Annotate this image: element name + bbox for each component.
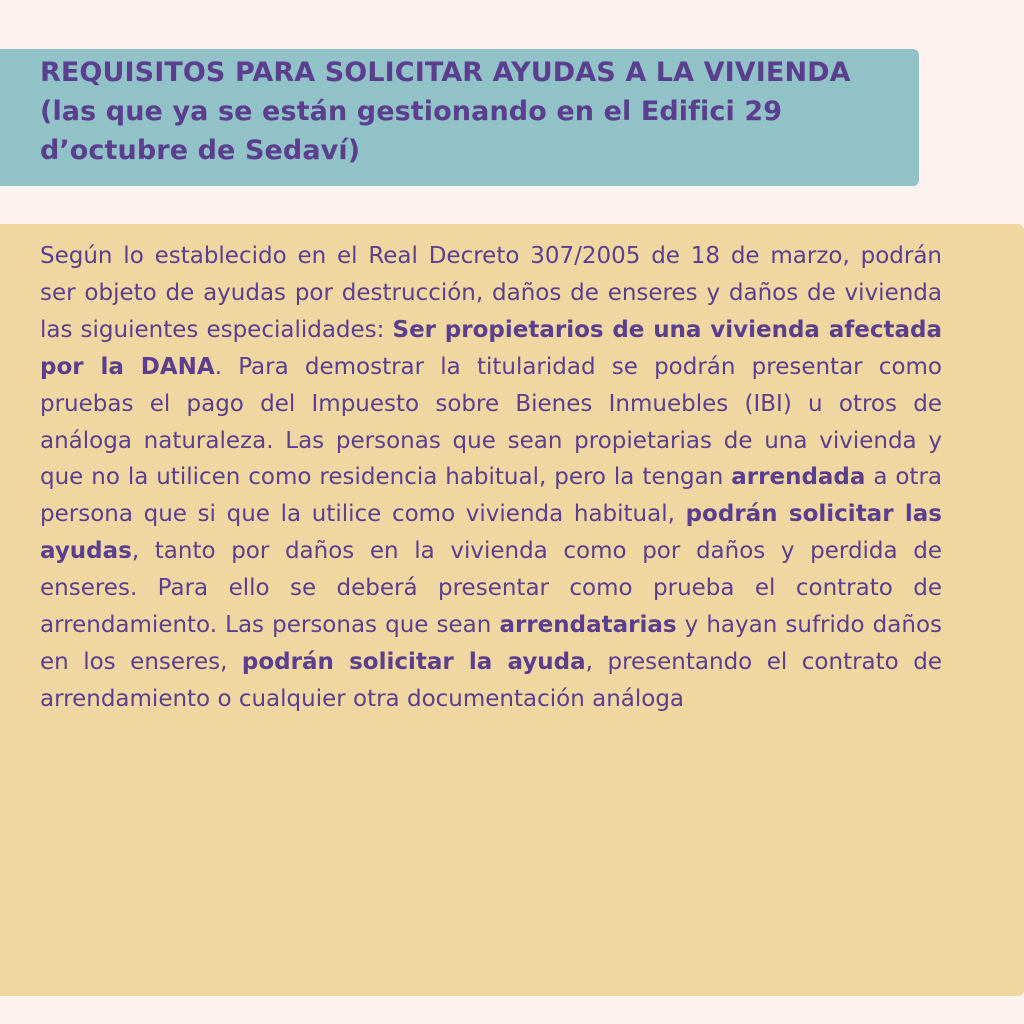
body-text-segment: . Para demostrar la titularidad se podrán presentar como pruebas el pago del Impuesto sobre Bienes Inmuebles (IBI) u otros de análoga naturaleza. Las personas que sean propietarias de una vivienda y que no la utilicen como residencia habitual, pero la tengan bbox=[40, 353, 942, 491]
body-bold-segment: arrendatarias bbox=[499, 612, 677, 639]
page-title: REQUISITOS PARA SOLICITAR AYUDAS A LA VIVIENDA (las que ya se están gestionando en el Edifici 29 d’octubre de Sedaví) bbox=[40, 57, 851, 166]
title-banner bbox=[0, 49, 919, 186]
body-bold-segment: Ser propietarios de una vivienda afectada por la DANA bbox=[40, 316, 942, 380]
body-paragraph bbox=[40, 238, 942, 718]
body-bold-segment: arrendada bbox=[731, 464, 866, 491]
body-bold-segment: podrán solicitar las ayudas bbox=[40, 501, 942, 565]
body-text-segment: , presentando el contrato de arrendamiento o cualquier otra documentación análoga bbox=[40, 648, 942, 712]
body-text-segment: a otra persona que si que la utilice como vivienda habitual, bbox=[40, 464, 942, 528]
body-panel bbox=[0, 224, 1024, 996]
body-text-segment: y hayan sufrido daños en los enseres, bbox=[40, 612, 942, 675]
body-text-segment: , tanto por daños en la vivienda como por daños y perdida de enseres. Para ello se deberá presentar como prueba el contrato de arrendamiento. Las personas que sean bbox=[40, 538, 942, 639]
body-text-segment: Según lo establecido en el Real Decreto 307/2005 de 18 de marzo, podrán ser objeto de ayudas por destrucción, daños de enseres y daños de vivienda las siguientes especialidades: bbox=[40, 243, 942, 343]
body-bold-segment: podrán solicitar la ayuda bbox=[241, 648, 586, 675]
